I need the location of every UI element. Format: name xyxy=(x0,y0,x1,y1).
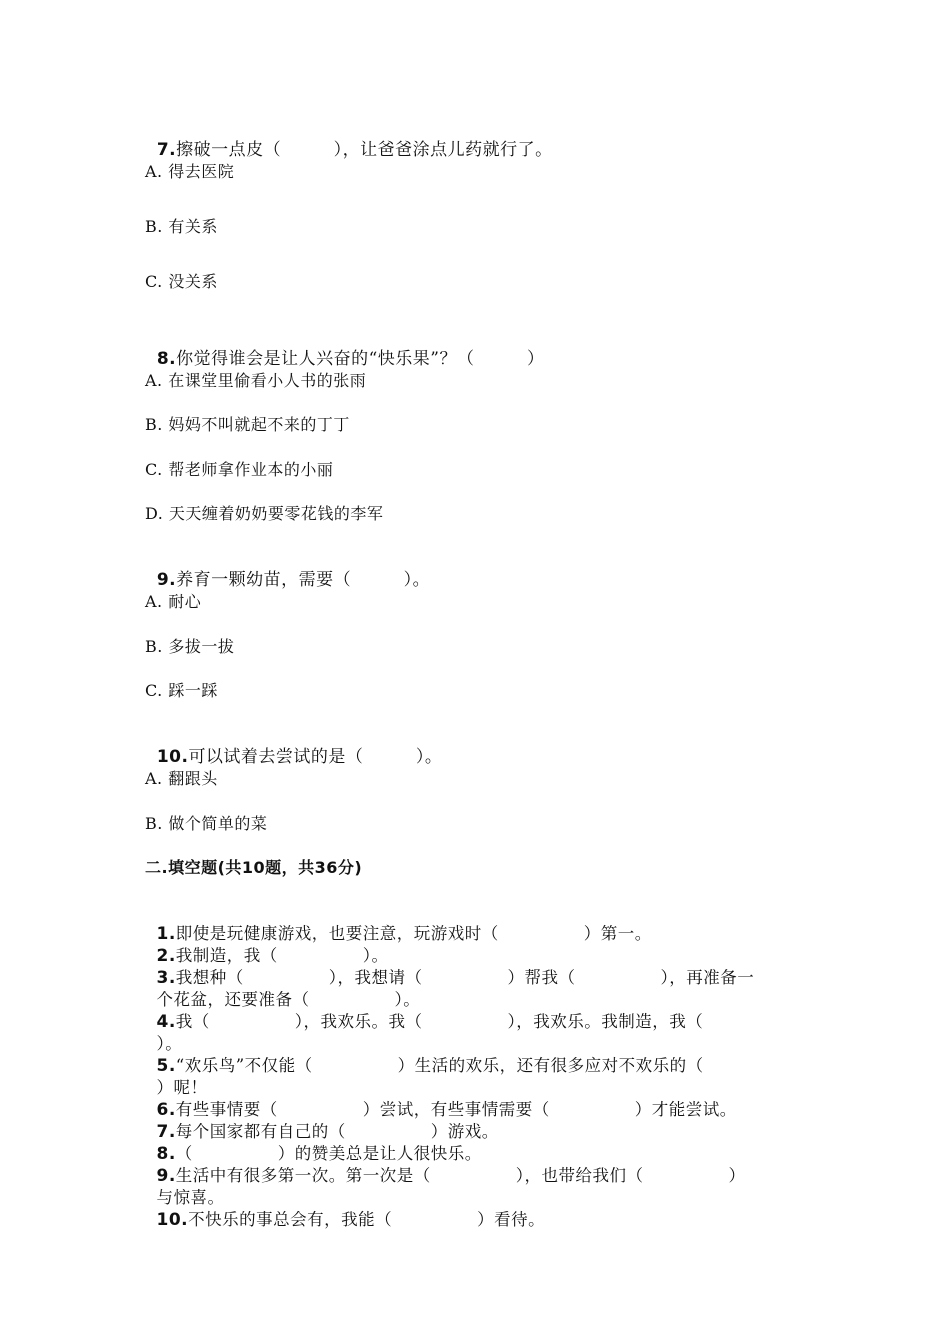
option-10b: B. 做个简单的菜 xyxy=(145,814,268,833)
option-8c: C. 帮老师拿作业本的小丽 xyxy=(145,460,334,479)
option-8b: B. 妈妈不叫就起不来的丁丁 xyxy=(145,415,350,434)
question-7 xyxy=(145,117,553,161)
fill-line-10 xyxy=(145,1187,545,1231)
question-8 xyxy=(145,326,545,370)
question-number: 9. xyxy=(156,570,177,590)
fill-line-9 xyxy=(145,1143,746,1187)
option-7a: A. 得去医院 xyxy=(145,162,235,181)
question-number: 9. xyxy=(156,1166,176,1186)
question-text: 养育一颗幼苗，需要（ ）。 xyxy=(176,570,431,590)
option-9b: B. 多拔一拔 xyxy=(145,637,235,656)
question-number: 10. xyxy=(156,747,189,767)
question-text: 擦破一点皮（ ），让爸爸涂点儿药就行了。 xyxy=(176,140,553,160)
question-number: 7. xyxy=(156,1122,176,1142)
question-text: 不快乐的事总会有，我能（ ）看待。 xyxy=(188,1210,546,1229)
question-text: 我制造，我（ ）。 xyxy=(175,946,389,965)
question-text: 我（ ），我欢乐。我（ ），我欢乐。我制造，我（ xyxy=(175,1012,704,1031)
option-7b: B. 有关系 xyxy=(145,217,218,236)
question-text: 我想种（ ），我想请（ ）帮我（ ），再准备一 xyxy=(175,968,755,987)
question-number: 4. xyxy=(156,1012,176,1032)
question-number: 2. xyxy=(156,946,176,966)
question-number: 5. xyxy=(156,1056,176,1076)
option-10a: A. 翻跟头 xyxy=(145,769,218,788)
question-number: 6. xyxy=(156,1100,176,1120)
question-number: 1. xyxy=(156,924,176,944)
question-text: 生活中有很多第一次。第一次是（ ），也带给我们（ ） xyxy=(175,1166,746,1185)
option-7c: C. 没关系 xyxy=(145,272,218,291)
option-9c: C. 踩一踩 xyxy=(145,681,218,700)
question-9 xyxy=(145,547,430,591)
question-text: 可以试着去尝试的是（ ）。 xyxy=(188,747,443,767)
question-text: ）。 xyxy=(156,1034,183,1053)
section-title: 二.填空题(共10题，共36分) xyxy=(145,858,363,877)
question-text: 你觉得谁会是让人兴奋的“快乐果”？（ ） xyxy=(176,349,545,369)
option-8a: A. 在课堂里偷看小人书的张雨 xyxy=(145,371,367,390)
question-text: 与惊喜。 xyxy=(156,1188,225,1207)
question-number: 8. xyxy=(156,1144,176,1164)
option-9a: A. 耐心 xyxy=(145,592,202,611)
question-10 xyxy=(145,724,442,768)
question-number: 10. xyxy=(156,1210,189,1230)
question-text: “欢乐鸟”不仅能（ ）生活的欢乐，还有很多应对不欢乐的（ xyxy=(175,1056,704,1075)
question-text: （ ）的赞美总是让人很快乐。 xyxy=(175,1144,482,1163)
question-text: 个花盆，还要准备（ ）。 xyxy=(156,990,421,1009)
fill-line-5 xyxy=(145,1033,704,1077)
question-number: 7. xyxy=(156,140,177,160)
question-text: ）呢！ xyxy=(156,1078,208,1097)
question-text: 有些事情要（ ）尝试，有些事情需要（ ）才能尝试。 xyxy=(175,1100,737,1119)
question-text: 每个国家都有自己的（ ）游戏。 xyxy=(175,1122,499,1141)
question-number: 8. xyxy=(156,349,177,369)
fill-line-4 xyxy=(145,989,703,1033)
option-8d: D. 天天缠着奶奶要零花钱的李军 xyxy=(145,504,384,523)
question-number: 3. xyxy=(156,968,176,988)
question-text: 即使是玩健康游戏，也要注意，玩游戏时（ ）第一。 xyxy=(175,924,652,943)
